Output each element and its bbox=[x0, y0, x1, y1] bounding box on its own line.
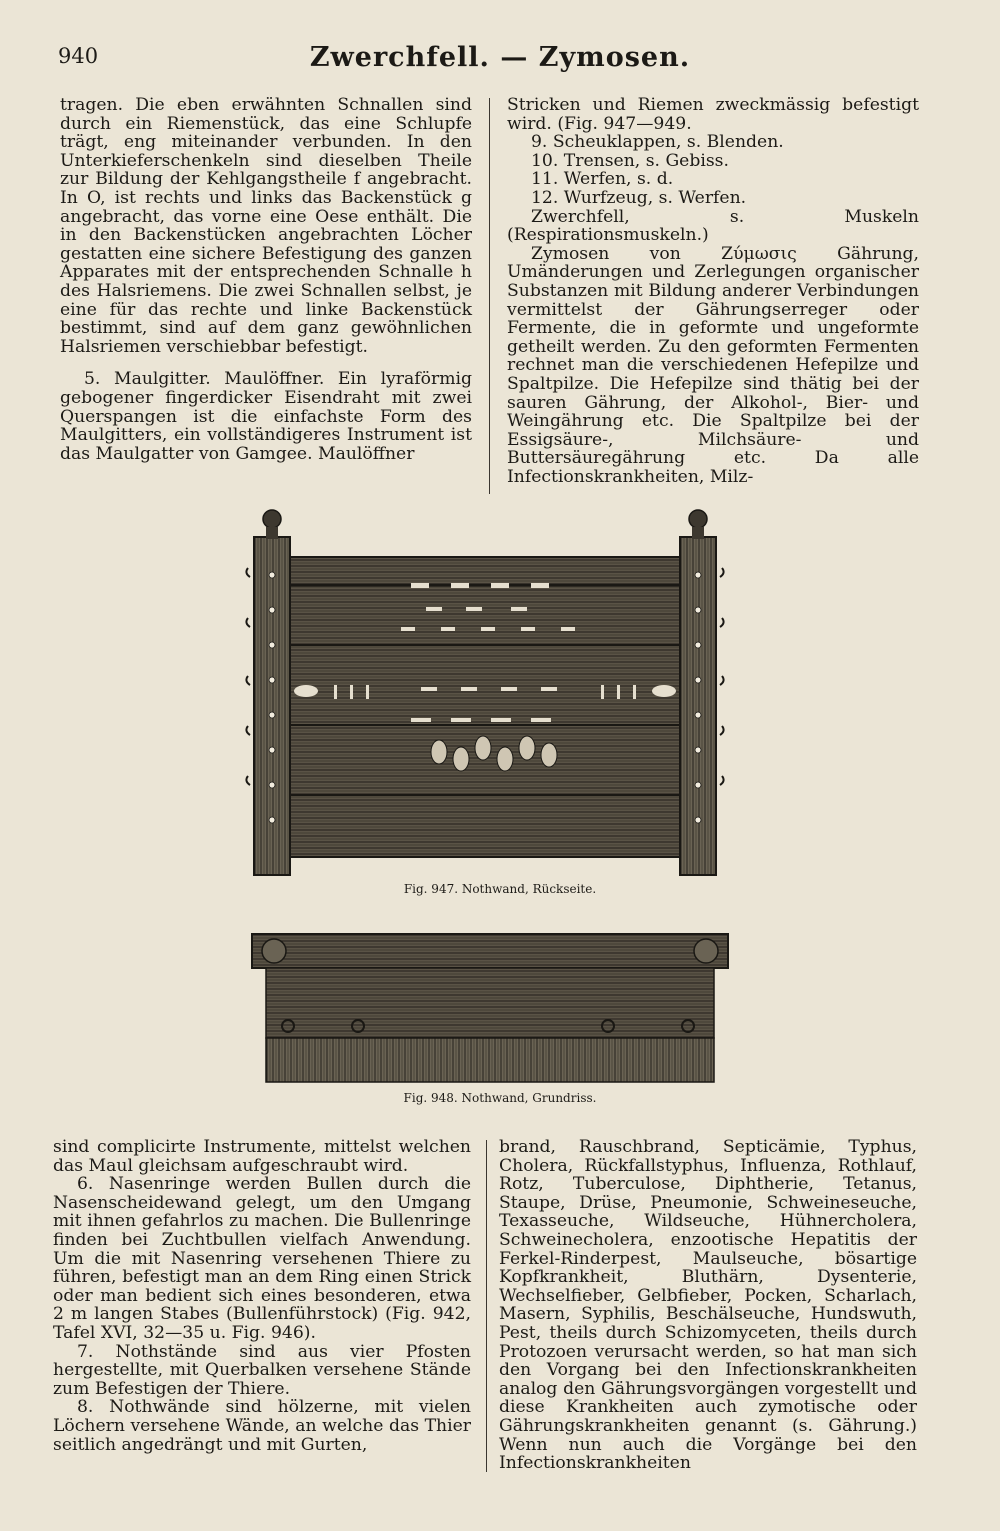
list-item: 12. Wurfzeug, s. Werfen. bbox=[531, 187, 747, 208]
entry-zwerchfell: Zwerchfell, s. Muskeln (Respirationsmuskeln.) bbox=[507, 206, 919, 246]
paragraph: brand, Rauschbrand, Septicämie, Typhus, Cholera, Rückfallstyphus, Influenza, Rothlauf, Rotz, Tuberculose, Diphtherie, Tetanus, Staupe, Drüse, Pneumonie, Schweineseuche, Texasseuche, Wildseuche, Hühnercholera, Schweinecholera, enzootische Hepatitis der Ferkel-Rinderpest, Maulseuche, bösartige Kopfkrankheit, Bluthärn, Dysenterie, Wechselfieber, Gelbfieber, Pocken, Scharlach, Masern, Syphilis, Beschälseuche, Hundswuth, Pest, theils durch Schizomyceten, theils durch Protozoen verursacht werden, so hat man sich den Vorgang bei den Infectionskrankheiten analog den Gährungsvorgängen vorgestellt und diese Krankheiten auch zymotische oder Gährungskrankheiten genannt (s. Gährung.) Wenn nun auch die Vorgänge bei den Infectionskrankheiten bbox=[499, 1137, 917, 1474]
bottom-left-column bbox=[53, 1138, 471, 1454]
entry-zymosen: Zymosen von Ζύμωσις Gährung, Umänderungen und Zerlegungen organischer Substanzen mit Bildung anderer Verbindungen vermittelst der Gährungserreger oder Fermente, die in geformte und ungeformte getheilt werden. Zu den geformten Fermenten rechnet man die verschiedenen Hefepilze und Spaltpilze. Die Hefepilze sind thätig bei der sauren Gährung, der Alkohol-, Bier- und Weingährung etc. Die Spaltpilze bei der Essigsäure-, Milchsäure- und Buttersäuregährung etc. Da alle Infectionskrankheiten, Milz- bbox=[507, 243, 919, 487]
page-number: 940 bbox=[58, 44, 99, 68]
bottom-right-column bbox=[499, 1138, 917, 1473]
figure-947-illustration bbox=[236, 505, 736, 883]
paragraph: 7. Nothstände sind aus vier Pfosten hergestellte, mit Querbalken versehene Stände zum Befestigen der Thiere. bbox=[53, 1341, 471, 1399]
column-rule-bottom bbox=[486, 1140, 487, 1472]
paragraph: Stricken und Riemen zweckmässig befestigt wird. (Fig. 947—949. bbox=[507, 95, 919, 134]
paragraph: 6. Nasenringe werden Bullen durch die Nasenscheidewand gelegt, um den Umgang mit ihnen gefahrlos zu machen. Die Bullenringe finden bei Zuchtbullen vielfach Anwendung. Um die mit Nasenring versehenen Thiere zu führen, befestigt man an dem Ring einen Strick oder man bedient sich eines besonderen, etwa 2 m langen Stabes (Bullenführstock) (Fig. 942, Tafel XVI, 32—35 u. Fig. 946). bbox=[53, 1174, 471, 1343]
list-item: 10. Trensen, s. Gebiss. bbox=[531, 150, 729, 171]
list-item: 11. Werfen, s. d. bbox=[531, 169, 674, 190]
paragraph: sind complicirte Instrumente, mittelst welchen das Maul gleichsam aufgeschraubt wird. bbox=[53, 1137, 471, 1176]
figure-947-caption: Fig. 947. Nothwand, Rückseite. bbox=[403, 882, 597, 896]
paragraph: 8. Nothwände sind hölzerne, mit vielen Löchern versehene Wände, an welche das Thier seitlich angedrängt und mit Gurten, bbox=[53, 1397, 471, 1455]
page-header bbox=[0, 40, 1000, 80]
column-rule-top bbox=[489, 98, 490, 494]
list-item: 9. Scheuklappen, s. Blenden. bbox=[531, 132, 784, 153]
figure-948-illustration bbox=[248, 928, 732, 1084]
top-left-column bbox=[60, 96, 472, 463]
page-title: Zwerchfell. — Zymosen. bbox=[309, 42, 691, 73]
paragraph: 5. Maulgitter. Maulöffner. Ein lyraförmig gebogener fingerdicker Eisendraht mit zwei Querspangen ist die einfachste Form des Maulgitters, ein vollständigeres Instrument ist das Maulgatter von Gamgee. Maulöffner bbox=[60, 369, 472, 464]
paragraph: tragen. Die eben erwähnten Schnallen sind durch ein Riemenstück, das eine Schlupfe trägt, eng miteinander verbunden. In den Unterkieferschenkeln sind dieselben Theile zur Bildung der Kehlgangstheile f angebracht. In O, ist rechts und links das Backenstück g angebracht, das vorne eine Oese enthält. Die in den Backenstücken angebrachten Löcher gestatten eine sichere Befestigung des ganzen Apparates mit der entsprechenden Schnalle h des Halsriemens. Die zwei Schnallen selbst, je eine für das rechte und linke Backenstück bestimmt, sind auf dem ganz gewöhnlichen Halsriemen verschiebbar befestigt. bbox=[60, 95, 472, 357]
figure-948-caption: Fig. 948. Nothwand, Grundriss. bbox=[403, 1091, 597, 1105]
top-right-column bbox=[507, 96, 919, 486]
